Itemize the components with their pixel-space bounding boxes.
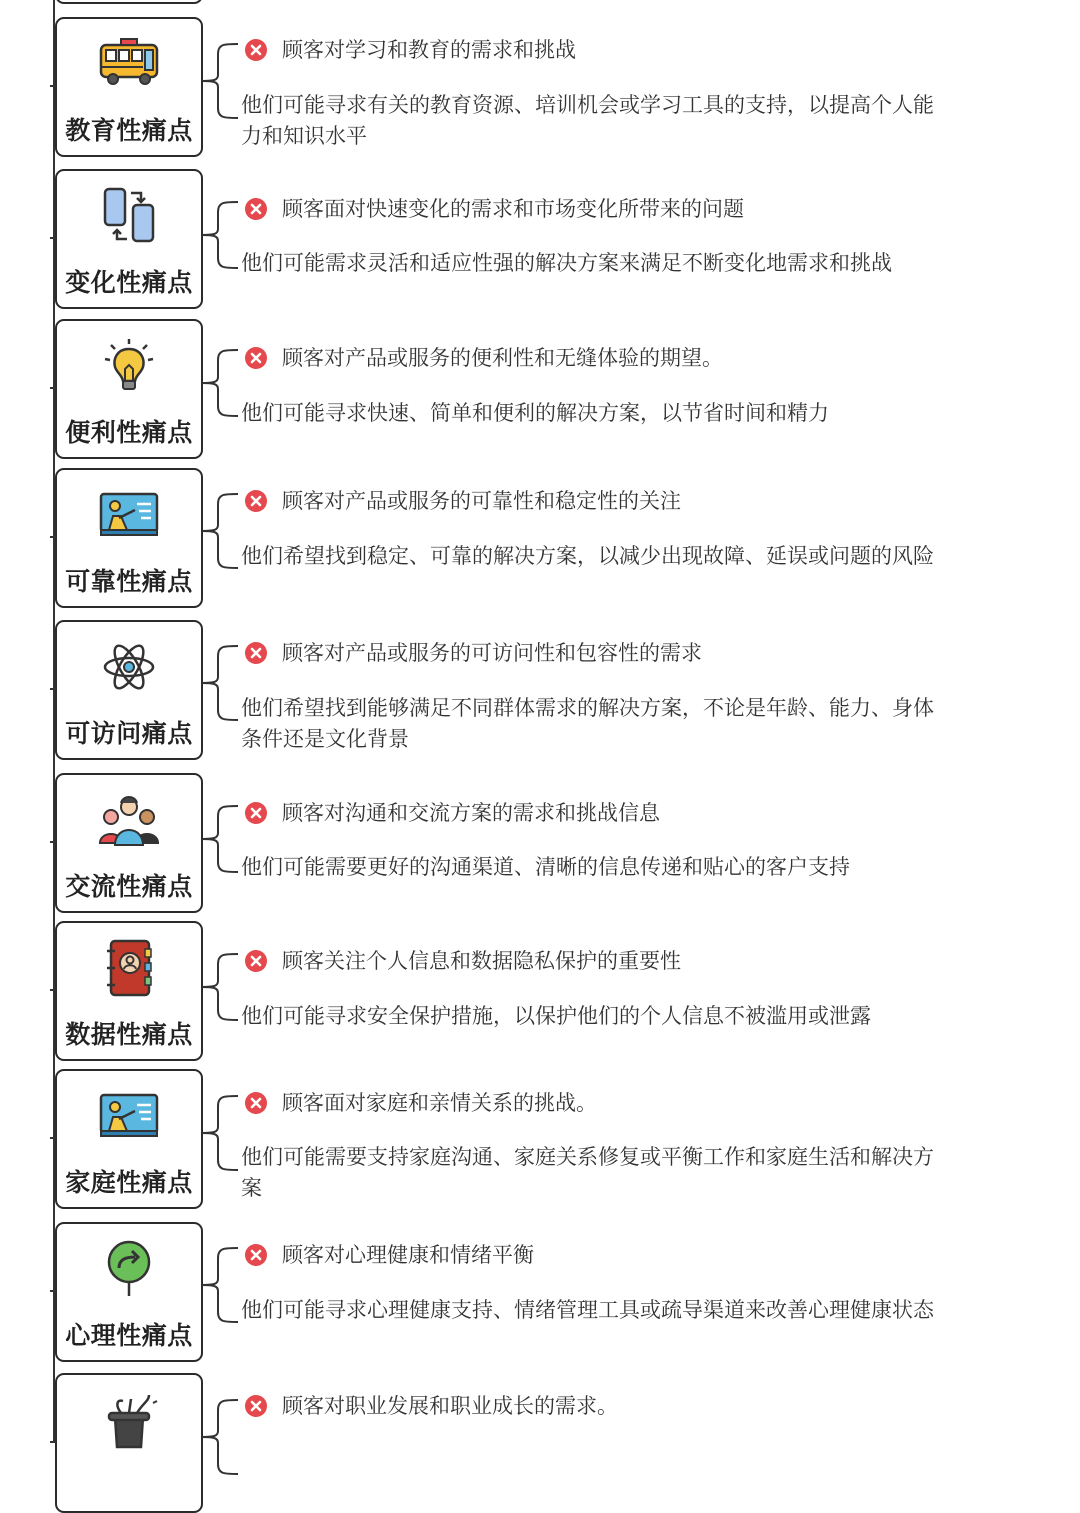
connector-brace <box>200 644 240 722</box>
category-label: 变化性痛点 <box>65 268 193 297</box>
close-circle-icon <box>244 801 268 825</box>
presentation-board-icon <box>97 1087 161 1145</box>
magic-hat-icon <box>97 1391 161 1449</box>
connector-brace <box>200 952 240 1022</box>
category-box[interactable] <box>55 1222 203 1362</box>
close-circle-icon <box>244 641 268 665</box>
connector-brace <box>200 1246 240 1324</box>
close-circle-icon <box>244 949 268 973</box>
category-label: 数据性痛点 <box>65 1020 193 1049</box>
pain-point-headline: 顾客对职业发展和职业成长的需求。 <box>282 1394 618 1418</box>
trunk-tick <box>50 85 56 87</box>
close-circle-icon <box>244 1091 268 1115</box>
pain-point-headline: 顾客对产品或服务的可靠性和稳定性的关注 <box>282 489 681 513</box>
trunk-tick <box>50 1137 56 1139</box>
bus-icon <box>97 35 161 93</box>
trunk-tick <box>50 841 56 843</box>
close-circle-icon <box>244 197 268 221</box>
pain-point-headline: 顾客对产品或服务的便利性和无缝体验的期望。 <box>282 346 723 370</box>
pain-point-headline: 顾客对产品或服务的可访问性和包容性的需求 <box>282 641 702 665</box>
pain-point-headline: 顾客对学习和教育的需求和挑战 <box>282 38 576 62</box>
pain-point-headline: 顾客对心理健康和情绪平衡 <box>282 1243 534 1267</box>
pain-point-headline: 顾客对沟通和交流方案的需求和挑战信息 <box>282 801 660 825</box>
close-circle-icon <box>244 346 268 370</box>
close-circle-icon <box>244 1243 268 1267</box>
pain-point-detail: 他们可能寻求快速、简单和便利的解决方案，以节省时间和精力 <box>241 401 829 425</box>
close-circle-icon <box>244 489 268 513</box>
connector-brace <box>200 200 240 270</box>
category-box[interactable] <box>55 319 203 459</box>
pain-point-headline: 顾客面对快速变化的需求和市场变化所带来的问题 <box>282 197 744 221</box>
trunk-tick <box>50 237 56 239</box>
category-label: 心理性痛点 <box>65 1321 193 1350</box>
category-label: 交流性痛点 <box>65 872 193 901</box>
category-box[interactable] <box>55 1373 203 1513</box>
connector-brace <box>200 1398 240 1476</box>
category-box[interactable] <box>55 620 203 760</box>
pain-point-detail: 他们可能需要更好的沟通渠道、清晰的信息传递和贴心的客户支持 <box>241 855 850 879</box>
category-box[interactable] <box>55 773 203 913</box>
previous-box-edge <box>55 0 203 4</box>
pain-point-detail: 他们可能寻求心理健康支持、情绪管理工具或疏导渠道来改善心理健康状态 <box>241 1298 934 1322</box>
pain-point-detail: 他们可能需求灵活和适应性强的解决方案来满足不断变化地需求和挑战 <box>241 251 892 275</box>
pain-point-detail: 他们希望找到能够满足不同群体需求的解决方案，不论是年龄、能力、身体条件还是文化背景 <box>241 696 934 751</box>
location-pin-arrow-icon <box>97 1240 161 1298</box>
trunk-tick <box>50 688 56 690</box>
pain-point-headline: 顾客面对家庭和亲情关系的挑战。 <box>282 1091 597 1115</box>
connector-brace <box>200 1094 240 1172</box>
category-label: 家庭性痛点 <box>65 1168 193 1197</box>
category-box[interactable] <box>55 921 203 1061</box>
trunk-tick <box>50 989 56 991</box>
connector-brace <box>200 348 240 418</box>
presentation-board-icon <box>97 486 161 544</box>
trunk-tick <box>50 1290 56 1292</box>
pain-point-detail: 他们希望找到稳定、可靠的解决方案，以减少出现故障、延误或问题的风险 <box>241 544 934 568</box>
category-box[interactable] <box>55 1069 203 1209</box>
category-box[interactable] <box>55 169 203 309</box>
trunk-tick <box>50 536 56 538</box>
close-circle-icon <box>244 1394 268 1418</box>
connector-brace <box>200 42 240 120</box>
pain-point-detail: 他们可能寻求安全保护措施，以保护他们的个人信息不被滥用或泄露 <box>241 1004 871 1028</box>
phone-sync-icon <box>97 187 161 245</box>
category-label: 可访问痛点 <box>65 719 193 748</box>
connector-brace <box>200 492 240 570</box>
category-label: 便利性痛点 <box>65 418 193 447</box>
lightbulb-icon <box>97 337 161 395</box>
category-label: 教育性痛点 <box>65 116 193 145</box>
trunk-tick <box>50 387 56 389</box>
category-box[interactable] <box>55 17 203 157</box>
people-group-icon <box>97 791 161 849</box>
category-box[interactable] <box>55 468 203 608</box>
pain-point-headline: 顾客关注个人信息和数据隐私保护的重要性 <box>282 949 681 973</box>
atom-icon <box>97 638 161 696</box>
contact-book-icon <box>97 939 161 997</box>
close-circle-icon <box>244 38 268 62</box>
category-label: 可靠性痛点 <box>65 567 193 596</box>
connector-brace <box>200 804 240 874</box>
pain-point-detail: 他们可能需要支持家庭沟通、家庭关系修复或平衡工作和家庭生活和解决方案 <box>241 1145 934 1200</box>
pain-point-detail: 他们可能寻求有关的教育资源、培训机会或学习工具的支持，以提高个人能力和知识水平 <box>241 93 934 148</box>
